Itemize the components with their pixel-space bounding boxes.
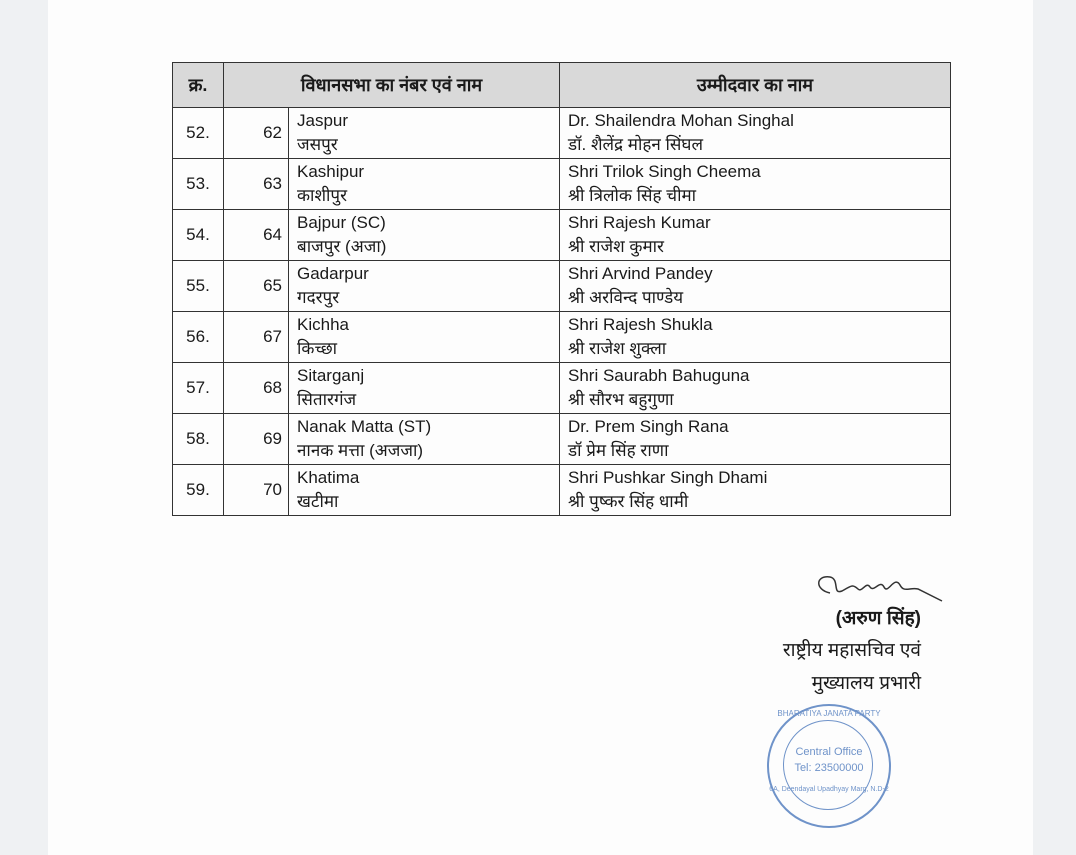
signatory-name: (अरुण सिंह) xyxy=(835,608,921,629)
candidate-name-hi: श्री पुष्कर सिंह धामी xyxy=(568,492,689,511)
constituency-number: 64 xyxy=(224,210,289,261)
constituency-name xyxy=(289,261,560,312)
constituency-name-hi: जसपुर xyxy=(297,135,338,154)
constituency-name xyxy=(289,312,560,363)
table-row xyxy=(173,108,951,159)
signature xyxy=(810,565,945,610)
serial-cell: 54. xyxy=(173,210,224,261)
table-row xyxy=(173,465,951,516)
candidate-name-en: Shri Pushkar Singh Dhami xyxy=(568,468,768,487)
constituency-number: 65 xyxy=(224,261,289,312)
stamp-tel: Tel: 23500000 xyxy=(794,762,864,774)
candidate-name-hi: श्री राजेश कुमार xyxy=(568,237,664,256)
table-row xyxy=(173,414,951,465)
constituency-name-hi: सितारगंज xyxy=(297,390,357,409)
table-row xyxy=(173,363,951,414)
candidate-name-hi: श्री सौरभ बहुगुणा xyxy=(568,390,674,409)
table-row xyxy=(173,210,951,261)
serial-cell: 58. xyxy=(173,414,224,465)
constituency-name-hi: नानक मत्ता (अजजा) xyxy=(297,441,424,460)
constituency-name-en: Kichha xyxy=(297,315,349,334)
constituency-name-hi: गदरपुर xyxy=(297,288,340,307)
header-serial: क्र. xyxy=(173,63,224,108)
constituency-name xyxy=(289,210,560,261)
constituency-name-hi: किच्छा xyxy=(297,339,338,358)
serial-cell: 59. xyxy=(173,465,224,516)
constituency-number: 62 xyxy=(224,108,289,159)
candidate-name-hi: श्री अरविन्द पाण्डेय xyxy=(568,288,684,307)
constituency-name-en: Jaspur xyxy=(297,111,349,130)
office-stamp xyxy=(767,704,891,828)
constituency-name-hi: काशीपुर xyxy=(297,186,348,205)
constituency-name xyxy=(289,465,560,516)
stamp-address: 6A, Deendayal Upadhyay Marg, N.D-2 xyxy=(769,786,889,793)
candidate-name xyxy=(560,312,951,363)
signatory-title-1: राष्ट्रीय महासचिव एवं xyxy=(782,640,921,661)
stamp-org: BHARATIYA JANATA PARTY xyxy=(777,709,881,718)
candidate-name-hi: श्री त्रिलोक सिंह चीमा xyxy=(568,186,697,205)
candidate-name-en: Shri Rajesh Shukla xyxy=(568,315,713,334)
constituency-name-en: Sitarganj xyxy=(297,366,365,385)
header-candidate: उम्मीदवार का नाम xyxy=(560,63,951,108)
constituency-name-en: Khatima xyxy=(297,468,360,487)
constituency-name-hi: बाजपुर (अजा) xyxy=(297,237,387,256)
candidate-name xyxy=(560,414,951,465)
constituency-number: 63 xyxy=(224,159,289,210)
candidate-name-en: Shri Saurabh Bahuguna xyxy=(568,366,750,385)
stamp-office: Central Office xyxy=(795,746,863,758)
serial-cell: 57. xyxy=(173,363,224,414)
constituency-number: 68 xyxy=(224,363,289,414)
serial-cell: 53. xyxy=(173,159,224,210)
constituency-name-hi: खटीमा xyxy=(297,492,339,511)
constituency-name-en: Kashipur xyxy=(297,162,365,181)
candidate-name xyxy=(560,108,951,159)
candidate-name-hi: श्री राजेश शुक्ला xyxy=(568,339,667,358)
table-row xyxy=(173,312,951,363)
candidate-name xyxy=(560,159,951,210)
serial-cell: 56. xyxy=(173,312,224,363)
serial-cell: 55. xyxy=(173,261,224,312)
constituency-number: 69 xyxy=(224,414,289,465)
candidate-name-en: Dr. Prem Singh Rana xyxy=(568,417,729,436)
candidate-name-en: Shri Arvind Pandey xyxy=(568,264,713,283)
candidate-name-hi: डॉ. शैलेंद्र मोहन सिंघल xyxy=(568,135,704,154)
candidate-name-en: Dr. Shailendra Mohan Singhal xyxy=(568,111,794,130)
constituency-name-en: Gadarpur xyxy=(297,264,369,283)
candidate-name xyxy=(560,465,951,516)
candidate-table xyxy=(172,62,951,516)
table-header xyxy=(173,63,951,108)
constituency-name xyxy=(289,363,560,414)
constituency-number: 67 xyxy=(224,312,289,363)
signatory-title-2: मुख्यालय प्रभारी xyxy=(811,673,921,694)
constituency-name-en: Bajpur (SC) xyxy=(297,213,386,232)
candidate-name xyxy=(560,363,951,414)
candidate-name-en: Shri Rajesh Kumar xyxy=(568,213,711,232)
header-constituency: विधानसभा का नंबर एवं नाम xyxy=(224,63,560,108)
table-row xyxy=(173,159,951,210)
candidate-name-hi: डॉ प्रेम सिंह राणा xyxy=(568,441,669,460)
candidate-name xyxy=(560,210,951,261)
constituency-name xyxy=(289,414,560,465)
constituency-name-en: Nanak Matta (ST) xyxy=(297,417,432,436)
candidate-name-en: Shri Trilok Singh Cheema xyxy=(568,162,761,181)
constituency-number: 70 xyxy=(224,465,289,516)
candidate-name xyxy=(560,261,951,312)
constituency-name xyxy=(289,108,560,159)
serial-cell: 52. xyxy=(173,108,224,159)
table-row xyxy=(173,261,951,312)
constituency-name xyxy=(289,159,560,210)
